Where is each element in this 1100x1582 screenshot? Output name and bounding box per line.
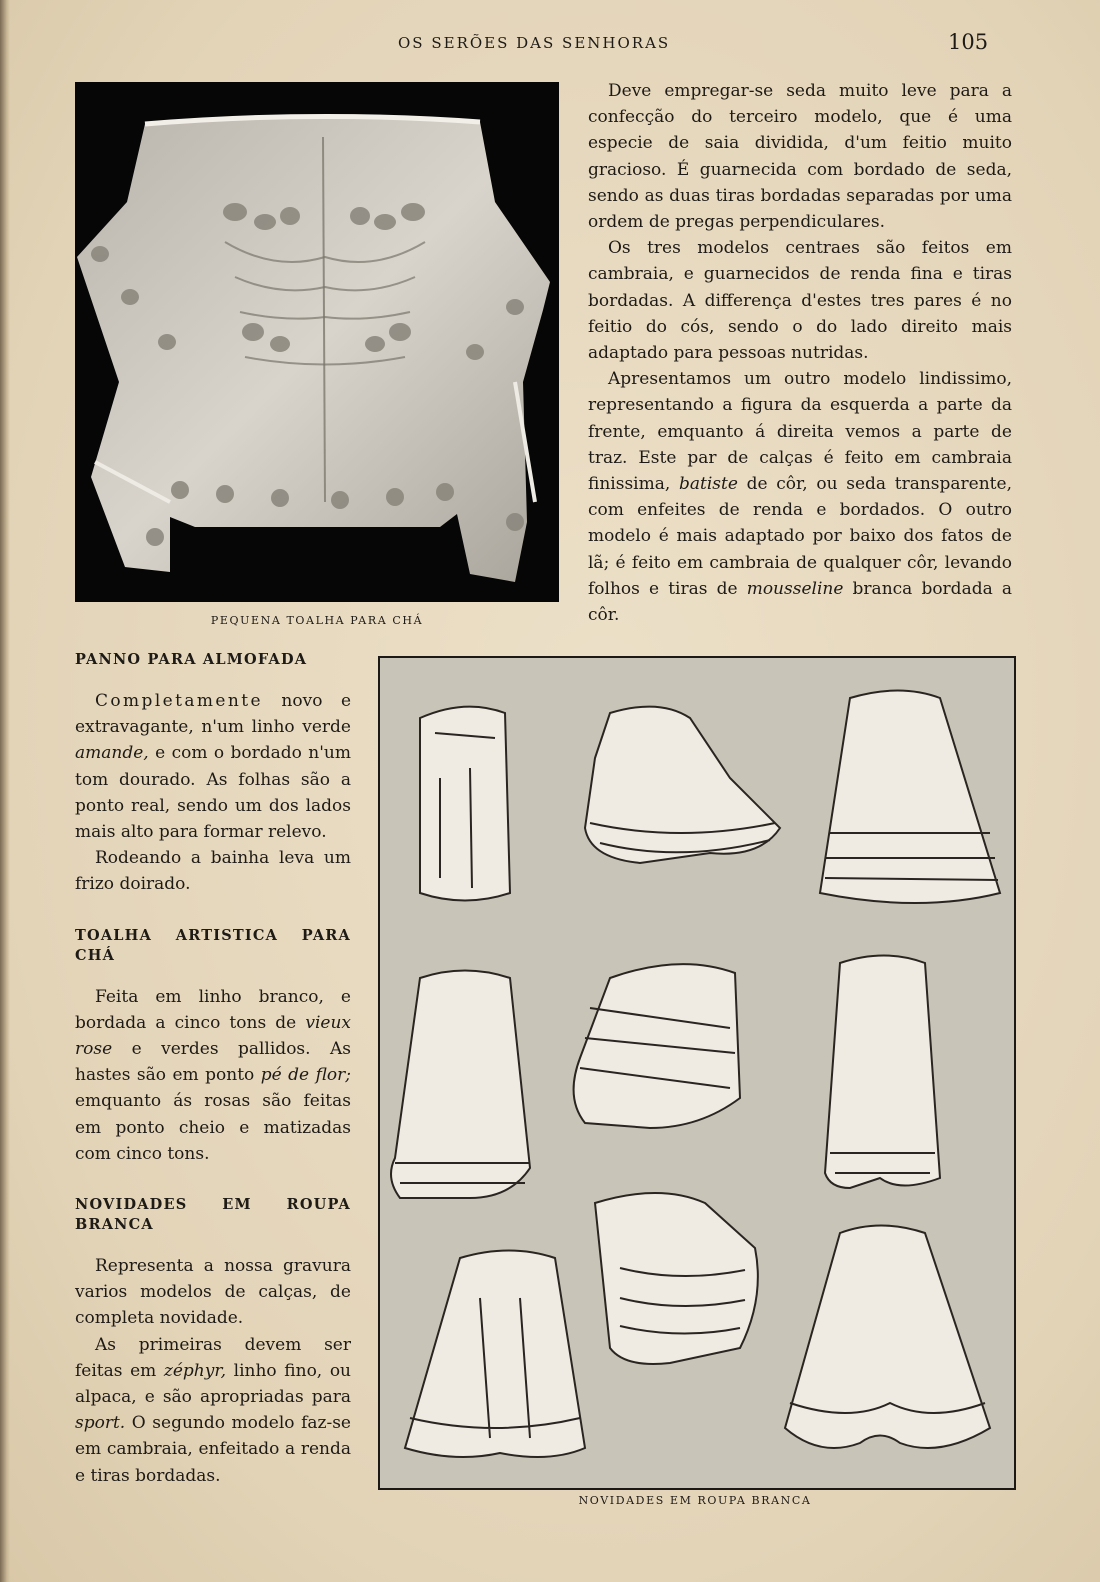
paragraph: Os tres modelos centraes são feitos em cambraia, e guarnecidos de renda fina e tiras bordadas. A differença d'estes tres pares é no feitio do cós, sendo o do lado direito mais adaptado para pessoas nutridas. — [588, 238, 1012, 364]
text-run: e verdes pallidos. As hastes são em ponto — [75, 1039, 351, 1086]
text-run: novo e extravagante, n'um linho verde — [75, 691, 351, 738]
page-number: 105 — [948, 30, 989, 54]
text-run: Completamente — [95, 691, 263, 711]
photo-caption: PEQUENA TOALHA PARA CHÁ — [210, 614, 424, 627]
text-run: e com o bordado n'um tom dourado. As folhas são a ponto real, sendo um dos lados mais alto para formar relevo. — [75, 743, 351, 843]
section-heading: PANNO PARA ALMOFADA — [75, 651, 308, 668]
drawers-model-6 — [825, 956, 940, 1189]
italic-term: amande, — [75, 743, 149, 764]
drawers-model-9 — [785, 1226, 990, 1449]
paragraph — [75, 984, 351, 1167]
paragraph — [75, 688, 351, 845]
italic-term: sport. — [75, 1413, 126, 1434]
text-run: As primeiras devem ser feitas em — [75, 1334, 351, 1381]
drawers-model-1 — [420, 707, 510, 901]
text-run: emquanto ás rosas são feitas em ponto cheio e matizadas com cinco tons. — [75, 1091, 351, 1164]
paragraph — [588, 366, 1012, 628]
italic-term: vieux rose — [75, 1012, 351, 1060]
italic-term: pé de flor; — [260, 1065, 351, 1086]
text-run: Feita em linho branco, e bordada a cinco tons de — [75, 986, 351, 1033]
italic-term: batiste — [678, 474, 738, 495]
right-column — [588, 78, 1012, 628]
paragraph: Rodeando a bainha leva um frizo doirado. — [75, 848, 351, 895]
tea-cloth-photo — [75, 82, 559, 602]
text-run: O segundo modelo faz-se em cambraia, enfeitado a renda e tiras bordadas. — [75, 1413, 351, 1486]
petticoat-drawers-model-3 — [820, 691, 1000, 904]
lingerie-engraving — [378, 656, 1016, 1490]
binding-gutter — [0, 0, 10, 1582]
drawers-model-4 — [391, 971, 530, 1199]
italic-term: zéphyr, — [163, 1360, 227, 1381]
drawers-model-8 — [595, 1193, 758, 1364]
text-run: Apresentamos um outro modelo lindissimo, representando a figura da esquerda a parte da frente, emquanto á direita vemos a parte de traz. Este par de calças é feito em cambraia finissima, — [588, 369, 1012, 495]
running-head: OS SERÕES DAS SENHORAS — [398, 34, 671, 52]
text-run: branca bordada a côr. — [588, 578, 1012, 626]
paragraph: Representa a nossa gravura varios modelos de calças, de completa novidade. — [75, 1256, 351, 1329]
drawers-model-5 — [574, 964, 740, 1128]
paragraph: Deve empregar-se seda muito leve para a confecção do terceiro modelo, que é uma especie de saia dividida, d'um feitio muito gracioso. É guarnecida com bordado de seda, sendo as duas tiras bordadas separadas por uma ordem de pregas perpendiculares. — [588, 81, 1012, 233]
italic-term: mousseline — [746, 578, 844, 599]
section-heading: NOVIDADES EM ROUPA BRANCA — [75, 1196, 351, 1234]
left-column — [75, 650, 351, 1489]
drawers-model-7 — [405, 1251, 585, 1458]
paragraph — [75, 1332, 351, 1489]
section-heading: TOALHA ARTISTICA PARA CHÁ — [75, 926, 351, 964]
drawers-model-2 — [585, 707, 780, 863]
text-run: de côr, ou seda transparente, com enfeites de renda e bordados. O outro modelo é mais adaptado por baixo dos fatos de lã; é feito em cambraia de qualquer côr, levando folhos e tiras de — [588, 474, 1012, 599]
text-run: linho fino, ou alpaca, e são apropriadas para — [75, 1360, 352, 1408]
engraving-caption: NOVIDADES EM ROUPA BRANCA — [578, 1494, 812, 1507]
